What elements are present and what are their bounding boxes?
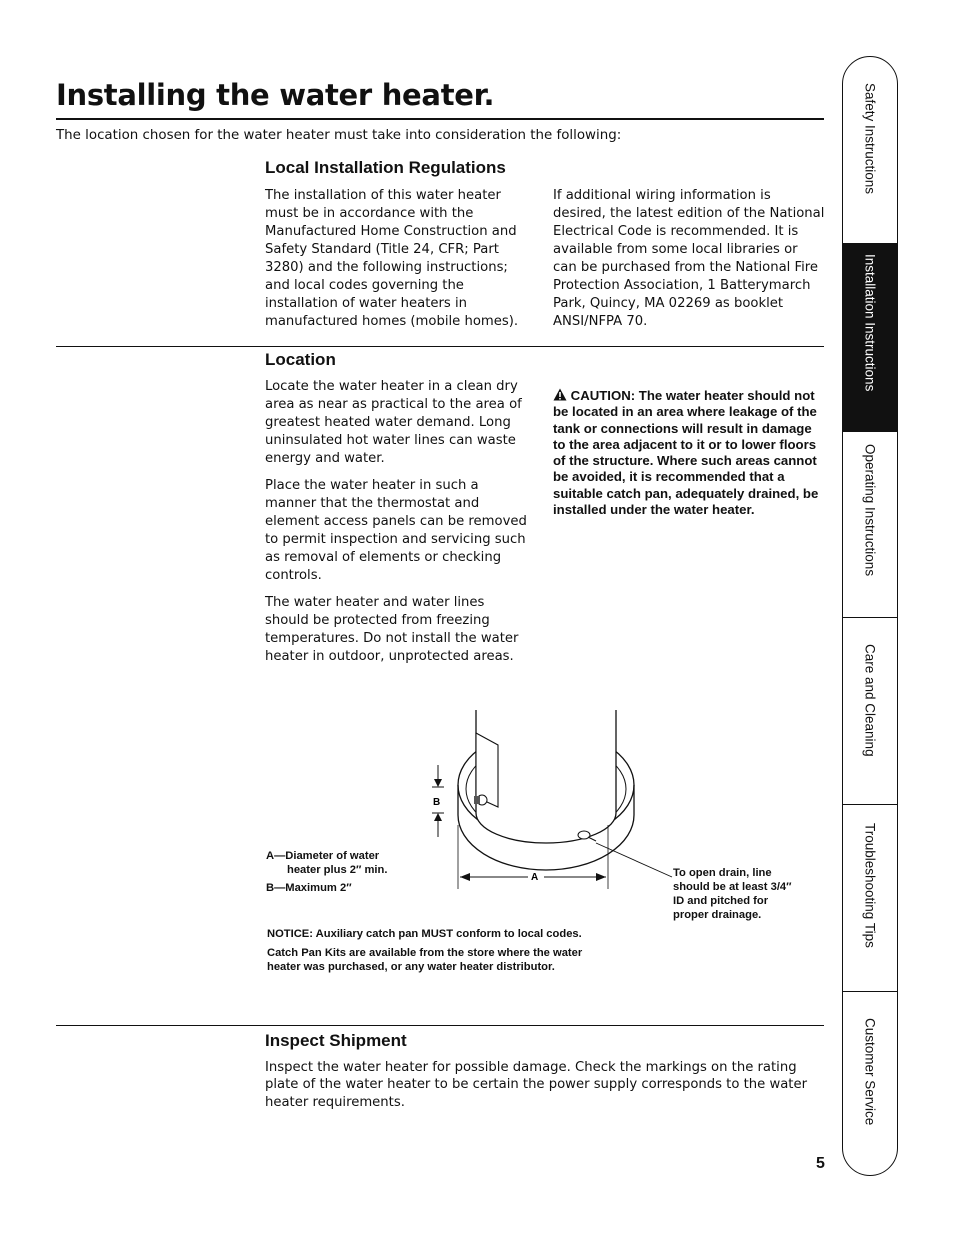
warning-icon [553,388,567,401]
local-regs-col2: If additional wiring information is desired, the latest edition of the National Electrical Code is recommended. It is available from some local libraries or can be purchased from the National Fire Protection Association, 1 Batterymarch Park, Quincy, MA 02269 as booklet ANSI/NFPA 70. [553,188,825,329]
location-body [265,378,531,675]
tab-customer-service[interactable] [843,992,897,1176]
dimension-a-label: A [531,872,539,883]
drain-note-line: To open drain, line [673,867,772,879]
caution-text: CAUTION: The water heater should not be located in an area where leakage of the tank or connections will result in damage to the area adjacent to it or to lower floors of the structure. Where such areas cannot be avoided, it is recommended that a suitable catch pan, adequately drained, be installed under the water heater. [553,388,819,518]
notice-text: NOTICE: Auxiliary catch pan MUST conform to local codes. [267,928,582,940]
title-rule [56,118,824,120]
tab-label: Safety Instructions [862,83,878,195]
location-heading: Location [265,350,336,369]
page-title: Installing the water heater. [56,78,495,112]
section-divider [56,346,824,347]
local-regs-heading: Local Installation Regulations [265,158,506,177]
location-paragraph: Place the water heater in such a manner that the thermostat and element access panels can be removed to permit inspection and servicing such as removal of elements or checking controls. [265,478,527,583]
tab-care-and-cleaning[interactable] [843,618,897,805]
legend-b: B—Maximum 2″ [266,882,352,894]
drain-note [673,866,792,922]
local-regs-col1: The installation of this water heater must be in accordance with the Manufactured Home Construction and Safety Standard (Title 24, CFR; Part 3280) and the following instructions; and local codes governing the installation of water heaters in manufactured homes (mobile homes). [265,188,519,329]
page-number: 5 [816,1155,825,1172]
tab-label: Customer Service [862,1018,878,1126]
kits-line: Catch Pan Kits are available from the store where the water [267,947,583,959]
legend-a-line: heater plus 2″ min. [287,864,388,876]
intro-text: The location chosen for the water heater must take into consideration the following: [56,128,622,143]
tab-label: Troubleshooting Tips [862,823,878,948]
drain-note-line: ID and pitched for [673,895,769,907]
catch-pan-kits-text [267,946,582,974]
tab-operating-instructions[interactable] [843,432,897,618]
caution-box [553,388,825,518]
tab-troubleshooting-tips[interactable] [843,805,897,992]
section-divider [56,1025,824,1026]
dimension-b-label: B [433,797,441,808]
legend-a [266,849,387,895]
section-tabs [842,56,898,1176]
tab-safety-instructions[interactable] [843,57,897,244]
tab-installation-instructions[interactable] [843,244,897,432]
tab-label: Care and Cleaning [862,644,878,757]
tab-label: Installation Instructions [862,254,878,392]
kits-line: heater was purchased, or any water heater distributor. [267,961,555,973]
tab-label: Operating Instructions [862,444,878,577]
legend-a-line: A—Diameter of water [266,850,380,862]
drain-note-line: should be at least 3/4″ [673,881,792,893]
inspect-body: Inspect the water heater for possible damage. Check the markings on the rating plate of the water heater to be certain the power supply corresponds to the water heater requirements. [265,1060,808,1110]
drain-note-line: proper drainage. [673,909,762,921]
inspect-heading: Inspect Shipment [265,1031,407,1050]
location-paragraph: Locate the water heater in a clean dry area as near as practical to the area of greatest heated water demand. Long uninsulated hot water lines can waste energy and water. [265,379,522,466]
location-paragraph: The water heater and water lines should be protected from freezing temperatures. Do not install the water heater in outdoor, unprotected areas. [265,595,519,664]
